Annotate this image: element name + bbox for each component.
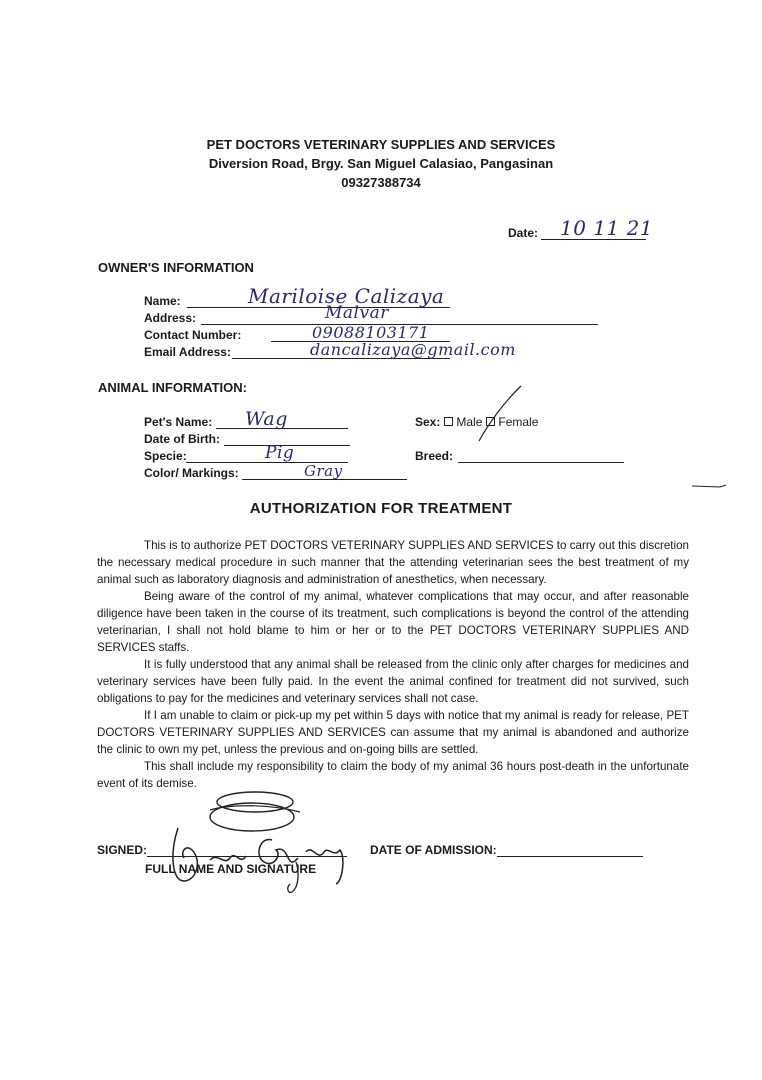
owner-section-title: OWNER'S INFORMATION xyxy=(98,260,254,275)
sex-female-label: Female xyxy=(498,415,539,429)
color-label: Color/ Markings: xyxy=(144,466,239,480)
breed-label: Breed: xyxy=(415,449,454,463)
date-value: 10 11 21 xyxy=(560,216,654,240)
signature-sub-label: FULL NAME AND SIGNATURE xyxy=(145,862,317,876)
breed-line xyxy=(458,462,624,463)
pet-name-value: Wag xyxy=(245,408,288,430)
owner-address-value: Malvar xyxy=(325,303,389,323)
authorization-body xyxy=(97,537,689,792)
company-address: Diversion Road, Brgy. San Miguel Calasiao, Pangasinan xyxy=(208,156,554,171)
owner-email-value: dancalizaya@gmail.com xyxy=(310,340,516,359)
dob-label: Date of Birth: xyxy=(144,432,220,446)
sex-male-label: Male xyxy=(456,415,483,429)
signature-handwriting xyxy=(160,822,360,897)
pen-mark xyxy=(690,478,730,492)
authorization-title: AUTHORIZATION FOR TREATMENT xyxy=(249,500,513,517)
owner-contact-value: 09088103171 xyxy=(312,323,430,342)
authorization-paragraph: If I am unable to claim or pick-up my pet within 5 days with notice that my animal is ready for release, PET DOCTORS VETERINARY SUPPLIES AND SERVICES can assume that my animal is abandoned and authorize the clinic to own my pet, unless the previous and on-going bills are settled. xyxy=(97,709,689,756)
authorization-paragraph: This is to authorize PET DOCTORS VETERINARY SUPPLIES AND SERVICES to carry out this discretion the necessary medical procedure in such manner that the attending veterinarian sees the best treatment of my animal such as laboratory diagnosis and administration of anesthetics, when necessary. xyxy=(97,539,689,586)
animal-section-title: ANIMAL INFORMATION: xyxy=(98,380,247,395)
company-phone: 09327388734 xyxy=(341,175,421,190)
date-label: Date: xyxy=(508,226,539,240)
owner-name-value: Mariloise Calizaya xyxy=(248,284,445,308)
sex-label: Sex: xyxy=(415,415,441,429)
pet-name-label: Pet's Name: xyxy=(144,415,213,429)
owner-address-label: Address: xyxy=(144,311,197,325)
male-checkbox[interactable] xyxy=(444,417,453,426)
female-check-mark xyxy=(475,383,525,445)
owner-email-label: Email Address: xyxy=(144,345,231,359)
authorization-paragraph: Being aware of the control of my animal, whatever complications that may occur, and after reasonable diligence have been taken in the course of its treatment, such complications is beyond the control of the attending veterinarian, I shall not hold blame to him or her or to the PET DOCTORS VETERINARY SUPPLIES AND SERVICES staffs. xyxy=(97,590,689,654)
authorization-paragraph: This shall include my responsibility to claim the body of my animal 36 hours post-death in the unfortunate event of its demise. xyxy=(97,760,689,790)
company-name: PET DOCTORS VETERINARY SUPPLIES AND SERVICES xyxy=(206,137,556,152)
color-value: Gray xyxy=(304,462,343,480)
authorization-paragraph: It is fully understood that any animal shall be released from the clinic only after charges for medicines and veterinary services have been fully paid. In the event the animal confined for treatment did not survived, such obligations to pay for the medicines and veterinary services shall not case. xyxy=(97,658,689,705)
signed-label: SIGNED: xyxy=(97,843,148,857)
admission-line xyxy=(497,856,643,857)
admission-label: DATE OF ADMISSION: xyxy=(370,843,497,857)
specie-value: Pig xyxy=(265,443,295,463)
owner-contact-label: Contact Number: xyxy=(144,328,242,342)
owner-name-label: Name: xyxy=(144,294,181,308)
specie-label: Specie: xyxy=(144,449,187,463)
